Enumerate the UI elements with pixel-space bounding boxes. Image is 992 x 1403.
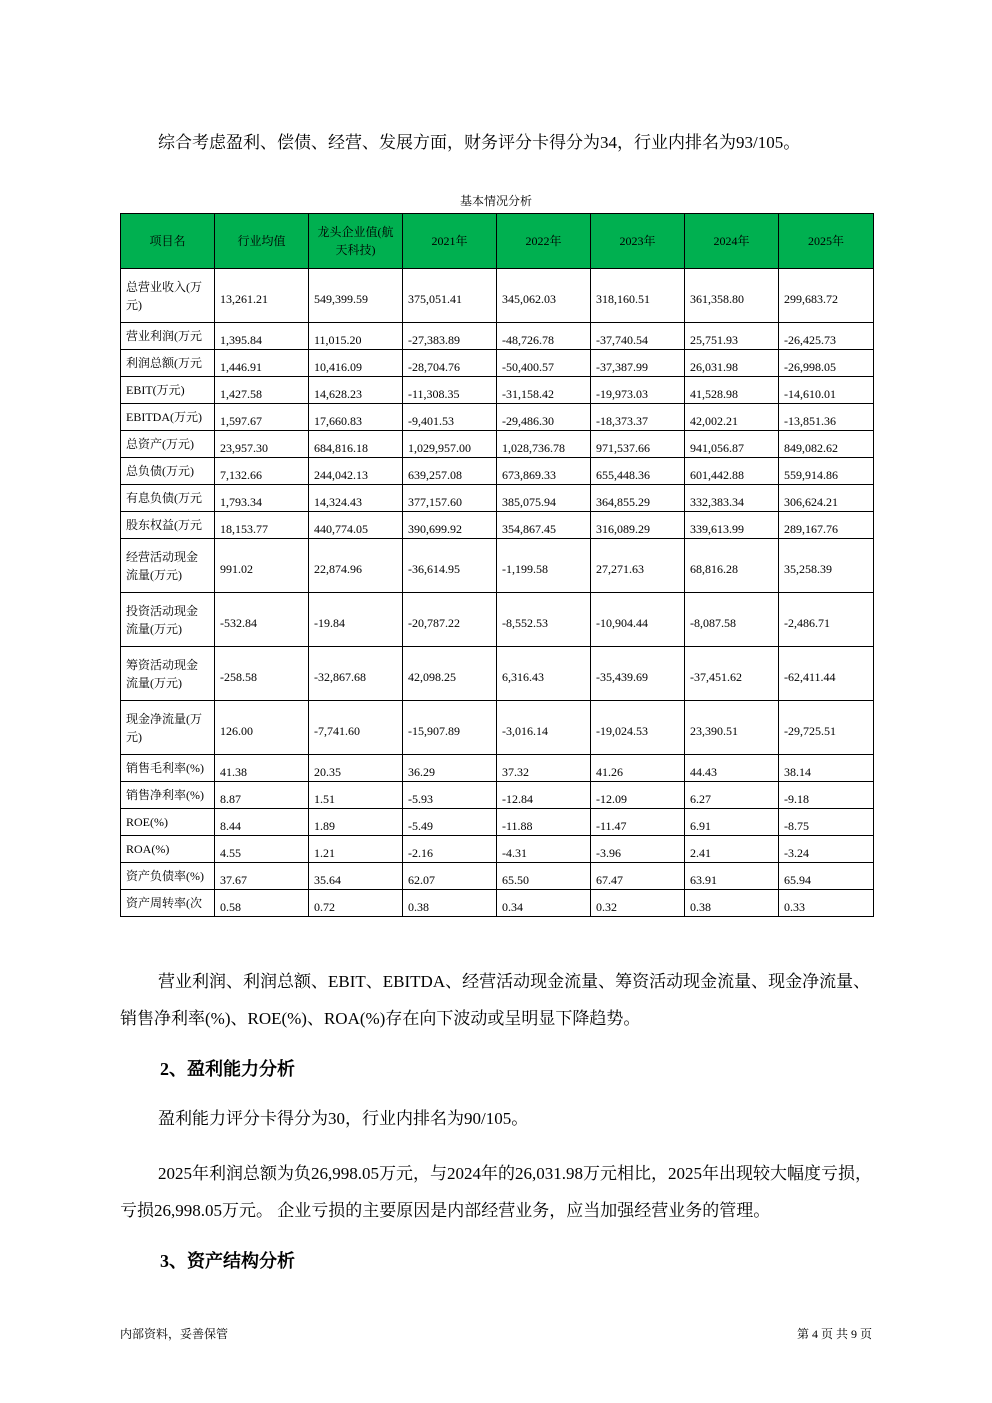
- table-cell: 23,390.51: [685, 701, 779, 755]
- footer-page-number: 第 4 页 共 9 页: [796, 1327, 872, 1341]
- table-cell: 1,446.91: [215, 350, 309, 377]
- table-cell: 6.91: [685, 809, 779, 836]
- table-cell: 1.89: [309, 809, 403, 836]
- table-row: [121, 863, 874, 890]
- table-cell: 364,855.29: [591, 485, 685, 512]
- table-cell: 41,528.98: [685, 377, 779, 404]
- table-cell: -27,383.89: [403, 323, 497, 350]
- table-cell: 42,002.21: [685, 404, 779, 431]
- table-row: [121, 647, 874, 701]
- table-cell: 361,358.80: [685, 269, 779, 323]
- table-row: [121, 431, 874, 458]
- table-cell: 7,132.66: [215, 458, 309, 485]
- table-row: [121, 782, 874, 809]
- table-row: [121, 809, 874, 836]
- table-cell: -7,741.60: [309, 701, 403, 755]
- row-label: 筹资活动现金流量(万元): [121, 647, 215, 701]
- table-cell: -15,907.89: [403, 701, 497, 755]
- table-cell: 390,699.92: [403, 512, 497, 539]
- table-cell: 62.07: [403, 863, 497, 890]
- table-cell: -37,387.99: [591, 350, 685, 377]
- table-cell: -28,704.76: [403, 350, 497, 377]
- table-row: [121, 458, 874, 485]
- section-3-heading: 3、资产结构分析: [160, 1251, 295, 1271]
- table-cell: 65.94: [779, 863, 874, 890]
- table-cell: 23,957.30: [215, 431, 309, 458]
- table-cell: 41.38: [215, 755, 309, 782]
- table-cell: 1,395.84: [215, 323, 309, 350]
- table-cell: 41.26: [591, 755, 685, 782]
- table-row: [121, 539, 874, 593]
- table-cell: 0.34: [497, 890, 591, 917]
- table-row: [121, 485, 874, 512]
- table-row: [121, 755, 874, 782]
- table-cell: 339,613.99: [685, 512, 779, 539]
- table-cell: -12.09: [591, 782, 685, 809]
- table-cell: -29,725.51: [779, 701, 874, 755]
- table-cell: 332,383.34: [685, 485, 779, 512]
- table-cell: 68,816.28: [685, 539, 779, 593]
- table-row: [121, 404, 874, 431]
- table-cell: -2,486.71: [779, 593, 874, 647]
- table-cell: 38.14: [779, 755, 874, 782]
- table-cell: -2.16: [403, 836, 497, 863]
- table-cell: -19,973.03: [591, 377, 685, 404]
- row-label: 资产周转率(次: [121, 890, 215, 917]
- table-cell: -26,998.05: [779, 350, 874, 377]
- table-cell: 377,157.60: [403, 485, 497, 512]
- table-body: [121, 269, 874, 917]
- table-cell: 316,089.29: [591, 512, 685, 539]
- table-cell: -11.47: [591, 809, 685, 836]
- table-cell: 18,153.77: [215, 512, 309, 539]
- table-row: [121, 269, 874, 323]
- table-cell: 37.32: [497, 755, 591, 782]
- table-cell: 25,751.93: [685, 323, 779, 350]
- footer-confidential-note: 内部资料，妥善保管: [120, 1327, 229, 1341]
- table-cell: 299,683.72: [779, 269, 874, 323]
- table-cell: 385,075.94: [497, 485, 591, 512]
- table-cell: -10,904.44: [591, 593, 685, 647]
- table-cell: 44.43: [685, 755, 779, 782]
- table-cell: 6.27: [685, 782, 779, 809]
- table-cell: -13,851.36: [779, 404, 874, 431]
- table-cell: 14,628.23: [309, 377, 403, 404]
- table-cell: -4.31: [497, 836, 591, 863]
- table-cell: 6,316.43: [497, 647, 591, 701]
- table-cell: -18,373.37: [591, 404, 685, 431]
- table-cell: -3,016.14: [497, 701, 591, 755]
- table-cell: -3.96: [591, 836, 685, 863]
- table-cell: -31,158.42: [497, 377, 591, 404]
- table-cell: 684,816.18: [309, 431, 403, 458]
- table-cell: -29,486.30: [497, 404, 591, 431]
- table-row: [121, 593, 874, 647]
- table-cell: 0.72: [309, 890, 403, 917]
- table-cell: -11,308.35: [403, 377, 497, 404]
- intro-paragraph: 综合考虑盈利、偿债、经营、发展方面，财务评分卡得分为34，行业内排名为93/105。: [158, 133, 801, 152]
- table-cell: -8,087.58: [685, 593, 779, 647]
- table-cell: 971,537.66: [591, 431, 685, 458]
- row-label: 总营业收入(万元): [121, 269, 215, 323]
- table-cell: -20,787.22: [403, 593, 497, 647]
- table-cell: 345,062.03: [497, 269, 591, 323]
- table-header-cell: 2022年: [497, 214, 591, 269]
- table-cell: -9.18: [779, 782, 874, 809]
- table-header-cell: 2023年: [591, 214, 685, 269]
- table-cell: -37,451.62: [685, 647, 779, 701]
- table-row: [121, 350, 874, 377]
- row-label: 销售净利率(%): [121, 782, 215, 809]
- table-cell: 35.64: [309, 863, 403, 890]
- table-cell: 1,793.34: [215, 485, 309, 512]
- table-cell: -11.88: [497, 809, 591, 836]
- trend-paragraph: 营业利润、利润总额、EBIT、EBITDA、经营活动现金流量、筹资活动现金流量、现金净流量、销售净利率(%)、ROE(%)、ROA(%)存在向下波动或呈明显下降趋势。: [120, 972, 871, 1028]
- table-cell: 8.87: [215, 782, 309, 809]
- row-label: 现金净流量(万元): [121, 701, 215, 755]
- table-cell: 1,029,957.00: [403, 431, 497, 458]
- table-cell: 289,167.76: [779, 512, 874, 539]
- table-cell: 26,031.98: [685, 350, 779, 377]
- table-cell: 559,914.86: [779, 458, 874, 485]
- table-cell: -50,400.57: [497, 350, 591, 377]
- table-row: [121, 701, 874, 755]
- table-row: [121, 890, 874, 917]
- table-cell: 1.21: [309, 836, 403, 863]
- row-label: ROE(%): [121, 809, 215, 836]
- table-cell: 673,869.33: [497, 458, 591, 485]
- table-cell: -32,867.68: [309, 647, 403, 701]
- row-label: 资产负债率(%): [121, 863, 215, 890]
- row-label: 投资活动现金流量(万元): [121, 593, 215, 647]
- financial-table: [120, 213, 874, 917]
- table-cell: -14,610.01: [779, 377, 874, 404]
- table-cell: -5.93: [403, 782, 497, 809]
- table-cell: -36,614.95: [403, 539, 497, 593]
- table-cell: 67.47: [591, 863, 685, 890]
- table-header-cell: 2024年: [685, 214, 779, 269]
- table-cell: 11,015.20: [309, 323, 403, 350]
- table-cell: 244,042.13: [309, 458, 403, 485]
- table-cell: -26,425.73: [779, 323, 874, 350]
- row-label: 营业利润(万元: [121, 323, 215, 350]
- table-cell: 17,660.83: [309, 404, 403, 431]
- table-cell: 36.29: [403, 755, 497, 782]
- table-cell: -258.58: [215, 647, 309, 701]
- table-cell: 2.41: [685, 836, 779, 863]
- table-cell: -8.75: [779, 809, 874, 836]
- row-label: 经营活动现金流量(万元): [121, 539, 215, 593]
- table-cell: 0.58: [215, 890, 309, 917]
- table-cell: -48,726.78: [497, 323, 591, 350]
- row-label: 销售毛利率(%): [121, 755, 215, 782]
- row-label: 有息负债(万元: [121, 485, 215, 512]
- table-cell: 375,051.41: [403, 269, 497, 323]
- table-cell: 941,056.87: [685, 431, 779, 458]
- table-row: [121, 512, 874, 539]
- table-cell: 14,324.43: [309, 485, 403, 512]
- table-cell: 4.55: [215, 836, 309, 863]
- table-cell: -1,199.58: [497, 539, 591, 593]
- table-cell: 20.35: [309, 755, 403, 782]
- table-cell: -19.84: [309, 593, 403, 647]
- table-cell: 63.91: [685, 863, 779, 890]
- table-cell: 35,258.39: [779, 539, 874, 593]
- table-cell: 22,874.96: [309, 539, 403, 593]
- table-cell: 0.38: [403, 890, 497, 917]
- row-label: EBIT(万元): [121, 377, 215, 404]
- table-cell: -62,411.44: [779, 647, 874, 701]
- table-cell: 549,399.59: [309, 269, 403, 323]
- table-cell: 1,028,736.78: [497, 431, 591, 458]
- table-cell: 601,442.88: [685, 458, 779, 485]
- table-row: [121, 377, 874, 404]
- table-row: [121, 836, 874, 863]
- table-cell: 318,160.51: [591, 269, 685, 323]
- table-cell: -3.24: [779, 836, 874, 863]
- table-cell: 13,261.21: [215, 269, 309, 323]
- row-label: 总负债(万元): [121, 458, 215, 485]
- table-cell: 42,098.25: [403, 647, 497, 701]
- table-header-cell: 2021年: [403, 214, 497, 269]
- table-cell: 1,597.67: [215, 404, 309, 431]
- table-cell: 0.33: [779, 890, 874, 917]
- table-caption: 基本情况分析: [459, 194, 532, 208]
- table-header-cell: 龙头企业值(航天科技): [309, 214, 403, 269]
- table-cell: 65.50: [497, 863, 591, 890]
- table-cell: -532.84: [215, 593, 309, 647]
- table-cell: 126.00: [215, 701, 309, 755]
- table-cell: 306,624.21: [779, 485, 874, 512]
- table-cell: -12.84: [497, 782, 591, 809]
- profitability-score-paragraph: 盈利能力评分卡得分为30，行业内排名为90/105。: [158, 1109, 529, 1128]
- table-cell: -37,740.54: [591, 323, 685, 350]
- table-header-row: [121, 214, 874, 269]
- table-cell: -5.49: [403, 809, 497, 836]
- table-cell: 0.32: [591, 890, 685, 917]
- table-header-cell: 行业均值: [215, 214, 309, 269]
- row-label: 总资产(万元): [121, 431, 215, 458]
- table-header-cell: 项目名: [121, 214, 215, 269]
- table-cell: -8,552.53: [497, 593, 591, 647]
- profitability-detail-paragraph: 2025年利润总额为负26,998.05万元，与2024年的26,031.98万元相比，2025年出现较大幅度亏损，亏损26,998.05万元。 企业亏损的主要原因是内部经营业务，应当加强经营业务的管理。: [120, 1164, 872, 1220]
- table-cell: 354,867.45: [497, 512, 591, 539]
- table-cell: 27,271.63: [591, 539, 685, 593]
- table-cell: 849,082.62: [779, 431, 874, 458]
- table-cell: 655,448.36: [591, 458, 685, 485]
- table-cell: 37.67: [215, 863, 309, 890]
- row-label: 利润总额(万元: [121, 350, 215, 377]
- row-label: EBITDA(万元): [121, 404, 215, 431]
- row-label: ROA(%): [121, 836, 215, 863]
- table-cell: 8.44: [215, 809, 309, 836]
- section-2-heading: 2、盈利能力分析: [160, 1059, 295, 1079]
- table-cell: -35,439.69: [591, 647, 685, 701]
- table-cell: -9,401.53: [403, 404, 497, 431]
- table-header-cell: 2025年: [779, 214, 874, 269]
- table-cell: 0.38: [685, 890, 779, 917]
- table-row: [121, 323, 874, 350]
- table-cell: 440,774.05: [309, 512, 403, 539]
- table-cell: 10,416.09: [309, 350, 403, 377]
- table-cell: 991.02: [215, 539, 309, 593]
- row-label: 股东权益(万元: [121, 512, 215, 539]
- table-cell: 1,427.58: [215, 377, 309, 404]
- table-cell: 639,257.08: [403, 458, 497, 485]
- table-cell: -19,024.53: [591, 701, 685, 755]
- table-cell: 1.51: [309, 782, 403, 809]
